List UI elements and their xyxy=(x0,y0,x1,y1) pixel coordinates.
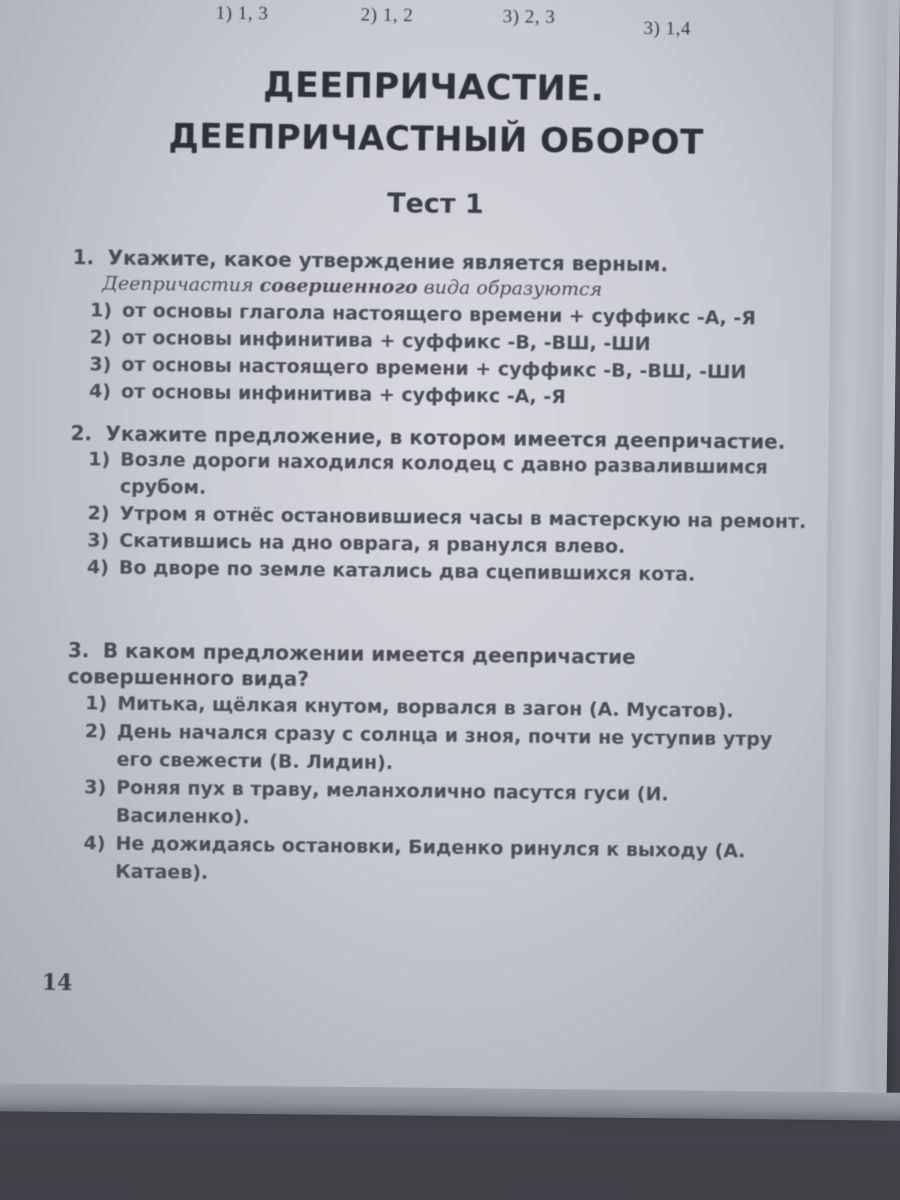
question-2-text: Укажите предложение, в котором имеется деепричастие. xyxy=(105,421,786,454)
option-number: 2) xyxy=(89,326,112,349)
option-number: 1) xyxy=(89,299,113,322)
option-text: Скатившись на дно оврага, я рванулся влево. xyxy=(119,529,626,558)
question-1-number: 1. xyxy=(72,245,95,270)
option-number: 2) xyxy=(84,720,107,743)
previous-answers-row xyxy=(215,0,735,40)
option-number: 2) xyxy=(87,502,110,525)
option-text: Митька, щёлкая кнутом, ворвался в загон (А. Мусатов). xyxy=(117,692,734,723)
previous-answer-3: 3) 2, 3 xyxy=(502,6,556,28)
question-3-header xyxy=(67,637,808,698)
option-text: Во дворе по земле катались два сцепившихся кота. xyxy=(118,556,696,586)
option-text: от основы глагола настоящего времени + суффикс -А, -Я xyxy=(121,299,757,330)
option-number: 4) xyxy=(83,832,106,855)
option-number: 4) xyxy=(88,380,112,403)
option-number: 4) xyxy=(86,556,109,579)
option-text: День начался сразу с солнца и зноя, почти не уступив утру его свежести (В. Лидин). xyxy=(116,720,773,775)
option-text: от основы настоящего времени + суффикс -В, -ВШ, -ШИ xyxy=(121,353,747,384)
option-text: Возле дороги находился колодец с давно развалившимся срубом. xyxy=(119,448,768,499)
question-1-subtext-before: Деепричастия xyxy=(102,272,260,297)
option-text: от основы инфинитива + суффикс -А, -Я xyxy=(120,380,566,409)
option-number: 3) xyxy=(87,529,110,552)
chapter-title-line-2: ДЕЕПРИЧАСТНЫЙ ОБОРОТ xyxy=(168,116,705,163)
chapter-title-line-1: ДЕЕПРИЧАСТИЕ. xyxy=(263,65,605,110)
option-text: Роняя пух в траву, меланхолично пасутся гуси (И. Василенко). xyxy=(115,776,669,829)
option-text: от основы инфинитива + суффикс -В, -ВШ, -ШИ xyxy=(121,326,651,356)
question-2 xyxy=(69,420,811,590)
option-number: 1) xyxy=(88,448,111,471)
previous-answer-1: 1) 1, 3 xyxy=(215,2,269,25)
question-3-number: 3. xyxy=(67,638,90,663)
option-number: 3) xyxy=(84,776,107,799)
previous-answer-2: 2) 1, 2 xyxy=(360,4,414,27)
question-3-option-3 xyxy=(84,773,807,838)
previous-answer-4: 3) 1,4 xyxy=(643,18,692,40)
page-number: 14 xyxy=(41,969,73,997)
question-3-option-4 xyxy=(83,829,806,894)
question-1-subtext-after: вида образуются xyxy=(417,276,603,301)
question-2-option-1 xyxy=(88,446,811,509)
question-2-number: 2. xyxy=(70,421,93,446)
option-text: Утром я отнёс остановившиеся часы в мастерскую на ремонт. xyxy=(119,502,807,534)
question-3-option-2 xyxy=(84,717,807,782)
option-text: Не дожидаясь остановки, Биденко ринулся к выходу (А. Катаев). xyxy=(115,832,746,884)
question-3-text: В каком предложении имеется деепричастие совершенного вида? xyxy=(67,638,636,691)
option-number: 3) xyxy=(89,353,112,376)
question-3 xyxy=(65,637,808,894)
question-1 xyxy=(71,244,813,414)
question-1-subtext-bold: совершенного xyxy=(259,274,418,299)
option-number: 1) xyxy=(85,692,108,715)
test-title: Тест 1 xyxy=(386,187,484,221)
question-1-text: Укажите, какое утверждение является верным. xyxy=(107,245,669,277)
